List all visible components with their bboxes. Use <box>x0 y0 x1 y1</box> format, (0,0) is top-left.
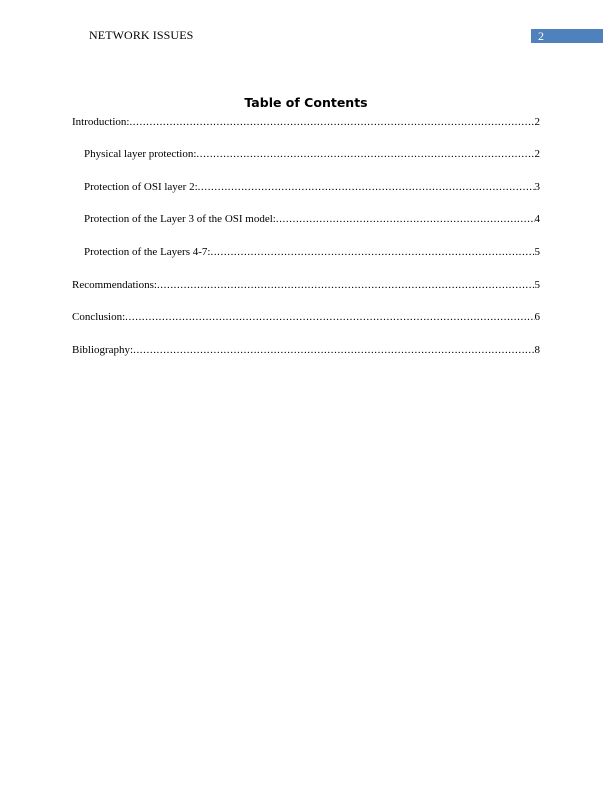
toc-heading: Table of Contents <box>244 95 368 110</box>
toc-dot-leader <box>133 342 534 358</box>
toc-dot-leader <box>196 146 534 162</box>
toc-entry-label: Protection of the Layers 4-7: <box>84 246 211 258</box>
toc-entry-label: Protection of OSI layer 2: <box>84 181 198 193</box>
toc-dot-leader <box>276 211 535 227</box>
toc-entry-label: Protection of the Layer 3 of the OSI model: <box>84 213 276 225</box>
toc-entry-label: Bibliography: <box>72 344 134 356</box>
toc-entry-page: 6 <box>534 311 540 323</box>
toc-dot-leader <box>198 179 535 195</box>
toc-entry-page: 8 <box>534 344 540 356</box>
toc-entry-page: 3 <box>534 181 540 193</box>
toc-entry-page: 5 <box>534 246 540 258</box>
toc-entry-label: Physical layer protection: <box>84 148 197 160</box>
running-header-title: NETWORK ISSUES <box>89 28 194 42</box>
toc-dot-leader <box>129 114 534 130</box>
toc-entry-page: 4 <box>534 213 540 225</box>
toc-entry-osi-layer-3[interactable] <box>84 211 540 227</box>
toc-entry-physical-layer[interactable] <box>84 146 540 162</box>
toc-entry-introduction[interactable] <box>72 114 540 130</box>
toc-entry-osi-layer-2[interactable] <box>84 179 540 195</box>
toc-entry-page: 2 <box>534 148 540 160</box>
toc-entry-bibliography[interactable] <box>72 342 540 358</box>
toc-entry-recommendations[interactable] <box>72 277 540 293</box>
toc-entry-layers-4-7[interactable] <box>84 244 540 260</box>
toc-dot-leader <box>125 309 534 325</box>
toc-entry-label: Conclusion: <box>72 311 126 323</box>
toc-entry-conclusion[interactable] <box>72 309 540 325</box>
toc-entry-label: Recommendations: <box>72 279 157 291</box>
page-number-badge: 2 <box>531 29 603 43</box>
toc-dot-leader <box>157 277 535 293</box>
toc-entry-label: Introduction: <box>72 116 130 128</box>
toc-entry-page: 5 <box>534 279 540 291</box>
toc-dot-leader <box>210 244 534 260</box>
toc-entry-page: 2 <box>534 116 540 128</box>
